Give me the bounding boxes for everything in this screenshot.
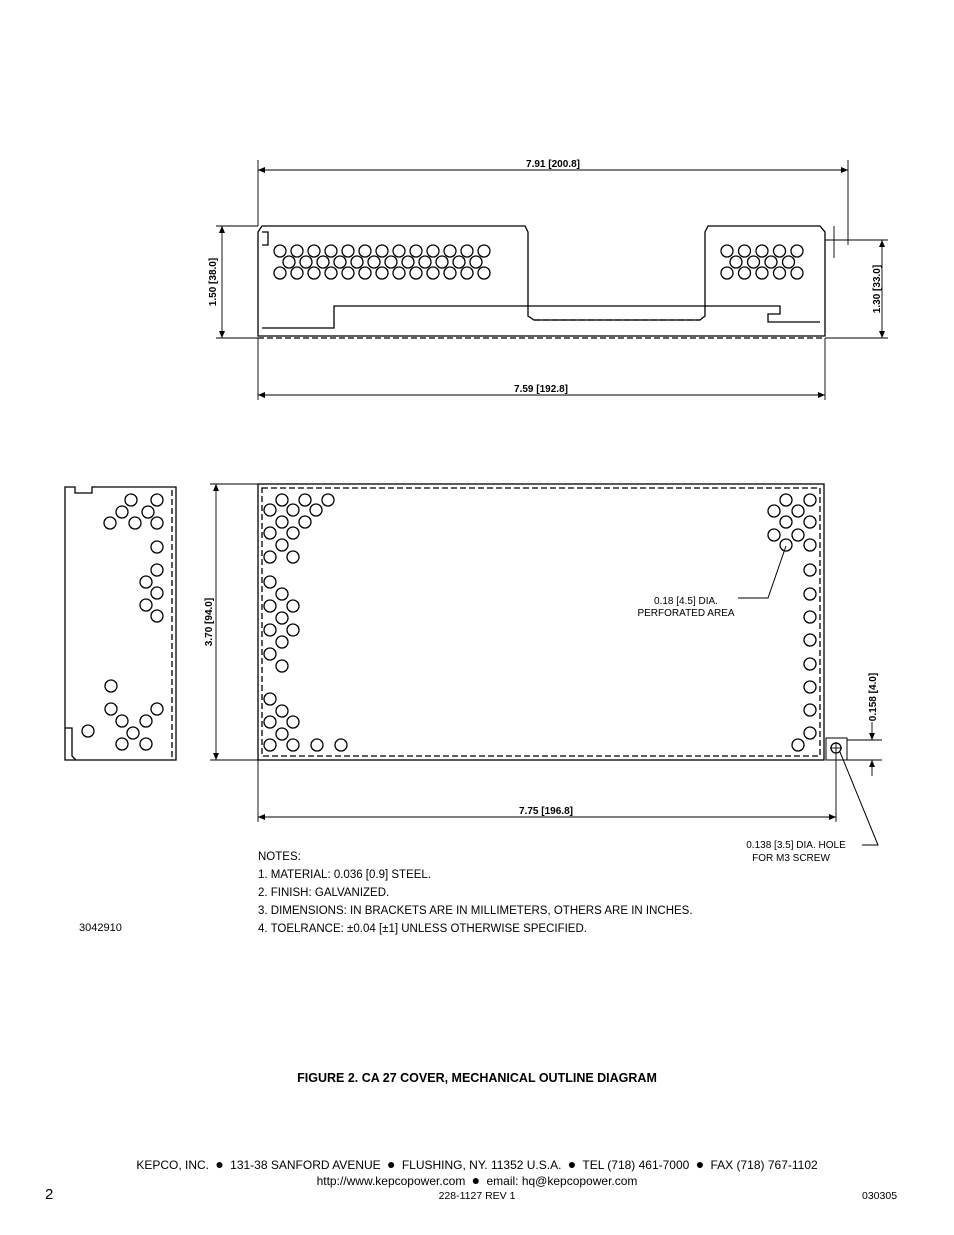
perforation-hole <box>151 703 163 715</box>
perforation-hole <box>140 715 152 727</box>
perforation-hole <box>385 256 397 268</box>
perforation-hole <box>804 564 816 576</box>
perforation-hole <box>730 256 742 268</box>
perforation-hole <box>300 256 312 268</box>
perforation-hole <box>325 267 337 279</box>
perforation-hole <box>804 611 816 623</box>
perforation-hole <box>804 494 816 506</box>
perforation-hole <box>287 527 299 539</box>
perforation-hole <box>478 267 490 279</box>
perforation-hole <box>804 704 816 716</box>
perforation-hole <box>791 267 803 279</box>
perforation-hole <box>461 267 473 279</box>
perforation-hole <box>334 256 346 268</box>
plan-view <box>210 484 882 845</box>
footer-company: KEPCO, INC. <box>136 1158 209 1172</box>
perforation-hole <box>264 624 276 636</box>
page-number: 2 <box>45 1186 54 1203</box>
end-view <box>65 487 176 760</box>
callout-hole-screw: FOR M3 SCREW <box>752 853 830 864</box>
perforation-hole <box>342 267 354 279</box>
perforation-hole <box>768 505 780 517</box>
note-2: 2. FINISH: GALVANIZED. <box>258 887 390 899</box>
perforation-hole <box>142 506 154 518</box>
callout-perforation-size: 0.18 [4.5] DIA. <box>654 596 718 607</box>
perforation-hole <box>291 245 303 257</box>
perforation-hole <box>276 539 288 551</box>
perforation-hole <box>264 739 276 751</box>
perforation-hole <box>342 245 354 257</box>
perforation-hole <box>276 636 288 648</box>
perforation-hole <box>151 517 163 529</box>
bullet-icon: ● <box>695 1156 705 1172</box>
perforation-hole <box>129 517 141 529</box>
perforation-hole <box>335 739 347 751</box>
perforation-hole <box>765 256 777 268</box>
perforation-hole <box>368 256 380 268</box>
perforation-hole <box>376 267 388 279</box>
perforation-hole <box>151 610 163 622</box>
perforation-hole <box>351 256 363 268</box>
perforation-hole <box>291 267 303 279</box>
perforation-hole <box>478 245 490 257</box>
footer-city: FLUSHING, NY. 11352 U.S.A. <box>401 1158 562 1172</box>
perforation-hole <box>410 267 422 279</box>
perforation-hole <box>393 245 405 257</box>
perforation-hole <box>427 267 439 279</box>
perforation-hole <box>151 541 163 553</box>
perforation-hole <box>116 715 128 727</box>
note-3: 3. DIMENSIONS: IN BRACKETS ARE IN MILLIMETERS, OTHERS ARE IN INCHES. <box>258 905 693 917</box>
date-code: 030305 <box>862 1190 898 1202</box>
perforation-hole <box>804 727 816 739</box>
perforation-hole <box>264 600 276 612</box>
perforation-hole <box>783 256 795 268</box>
perforation-hole <box>151 564 163 576</box>
perforation-hole <box>376 245 388 257</box>
perforation-hole <box>287 739 299 751</box>
perforation-hole <box>410 245 422 257</box>
perforation-hole <box>322 494 334 506</box>
perforation-hole <box>264 693 276 705</box>
perforation-hole <box>804 539 816 551</box>
note-4: 4. TOELRANCE: ±0.04 [±1] UNLESS OTHERWISE SPECIFIED. <box>258 923 587 935</box>
callout-perforation-area: PERFORATED AREA <box>637 608 735 619</box>
perforation-hole <box>739 245 751 257</box>
perforation-hole <box>264 527 276 539</box>
perforation-hole <box>308 245 320 257</box>
doc-number: 228-1127 REV 1 <box>438 1190 516 1202</box>
footer-email-link[interactable]: email: hq@kepcopower.com <box>486 1174 638 1188</box>
perforation-hole <box>151 494 163 506</box>
perforation-hole <box>140 738 152 750</box>
side-view-perforations-left <box>274 245 490 279</box>
perforation-hole <box>151 587 163 599</box>
perforation-hole <box>804 634 816 646</box>
perforation-hole <box>308 267 320 279</box>
perforation-hole <box>780 516 792 528</box>
perforation-hole <box>287 716 299 728</box>
perforation-hole <box>804 658 816 670</box>
perforation-hole <box>402 256 414 268</box>
drawing-number: 3042910 <box>79 922 122 934</box>
dim-top-base-width: 7.59 [192.8] <box>514 384 568 395</box>
footer-fax: FAX (718) 767-1102 <box>710 1158 818 1172</box>
perforation-hole <box>125 494 137 506</box>
dim-bottom-width: 7.75 [196.8] <box>519 806 573 817</box>
perforation-hole <box>287 624 299 636</box>
footer-web-link[interactable]: http://www.kepcopower.com <box>316 1174 466 1188</box>
perforation-hole <box>756 245 768 257</box>
perforation-hole <box>105 703 117 715</box>
perforation-hole <box>274 267 286 279</box>
perforation-hole <box>276 588 288 600</box>
perforation-hole <box>287 600 299 612</box>
perforation-hole <box>310 504 322 516</box>
footer-address-line <box>0 1156 954 1172</box>
perforation-hole <box>274 245 286 257</box>
perforation-hole <box>140 599 152 611</box>
perforation-hole <box>264 648 276 660</box>
perforation-hole <box>721 245 733 257</box>
perforation-hole <box>393 267 405 279</box>
perforation-hole <box>792 529 804 541</box>
perforation-hole <box>264 504 276 516</box>
side-view-perforations-right <box>721 245 803 279</box>
perforation-hole <box>276 705 288 717</box>
perforation-hole <box>105 680 117 692</box>
perforation-hole <box>427 245 439 257</box>
perforation-hole <box>264 551 276 563</box>
perforation-hole <box>721 267 733 279</box>
perforation-hole <box>359 267 371 279</box>
perforation-hole <box>804 516 816 528</box>
perforation-hole <box>453 256 465 268</box>
bullet-icon: ● <box>471 1172 481 1188</box>
dim-edge-offset: 0.158 [4.0] <box>868 672 879 722</box>
perforation-hole <box>325 245 337 257</box>
perforation-hole <box>792 505 804 517</box>
perforation-hole <box>780 539 792 551</box>
perforation-hole <box>283 256 295 268</box>
figure-caption: FIGURE 2. CA 27 COVER, MECHANICAL OUTLINE DIAGRAM <box>297 1071 657 1085</box>
side-view <box>216 160 888 400</box>
end-view-perforations <box>82 494 163 750</box>
perforation-hole <box>104 517 116 529</box>
perforation-hole <box>470 256 482 268</box>
perforation-hole <box>116 506 128 518</box>
perforation-hole <box>276 660 288 672</box>
perforation-hole <box>461 245 473 257</box>
bullet-icon: ● <box>387 1156 396 1172</box>
perforation-hole <box>127 727 139 739</box>
perforation-hole <box>774 267 786 279</box>
bullet-icon: ● <box>215 1156 224 1172</box>
perforation-hole <box>116 738 128 750</box>
perforation-hole <box>82 725 94 737</box>
footer-contact-line <box>0 1172 954 1188</box>
perforation-hole <box>299 494 311 506</box>
perforation-hole <box>774 245 786 257</box>
perforation-hole <box>317 256 329 268</box>
bullet-icon: ● <box>567 1156 577 1172</box>
perforation-hole <box>419 256 431 268</box>
dim-top-width: 7.91 [200.8] <box>526 159 580 170</box>
perforation-hole <box>739 267 751 279</box>
perforation-hole <box>264 576 276 588</box>
notes-block <box>258 848 693 938</box>
perforation-hole <box>276 494 288 506</box>
perforation-hole <box>444 267 456 279</box>
perforation-hole <box>436 256 448 268</box>
perforation-hole <box>299 516 311 528</box>
footer-tel: TEL (718) 461-7000 <box>582 1158 690 1172</box>
note-1: 1. MATERIAL: 0.036 [0.9] STEEL. <box>258 869 432 881</box>
perforation-hole <box>804 681 816 693</box>
perforation-hole <box>748 256 760 268</box>
perforation-hole <box>287 504 299 516</box>
perforation-hole <box>276 728 288 740</box>
perforation-hole <box>311 739 323 751</box>
perforation-hole <box>276 612 288 624</box>
perforation-hole <box>791 245 803 257</box>
dim-top-height-left: 1.50 [38.0] <box>208 257 219 307</box>
perforation-hole <box>276 516 288 528</box>
plan-view-perforations <box>264 494 816 751</box>
callout-hole-size: 0.138 [3.5] DIA. HOLE <box>746 840 846 851</box>
perforation-hole <box>768 529 780 541</box>
perforation-hole <box>140 576 152 588</box>
dim-top-height-right: 1.30 [33.0] <box>872 264 883 314</box>
perforation-hole <box>444 245 456 257</box>
notes-heading: NOTES: <box>258 851 301 863</box>
perforation-hole <box>780 494 792 506</box>
perforation-hole <box>792 739 804 751</box>
perforation-hole <box>264 716 276 728</box>
perforation-hole <box>287 551 299 563</box>
perforation-hole <box>804 588 816 600</box>
dim-bottom-height: 3.70 [94.0] <box>204 597 215 647</box>
perforation-hole <box>359 245 371 257</box>
footer-address: 131-38 SANFORD AVENUE <box>230 1158 381 1172</box>
perforation-hole <box>756 267 768 279</box>
